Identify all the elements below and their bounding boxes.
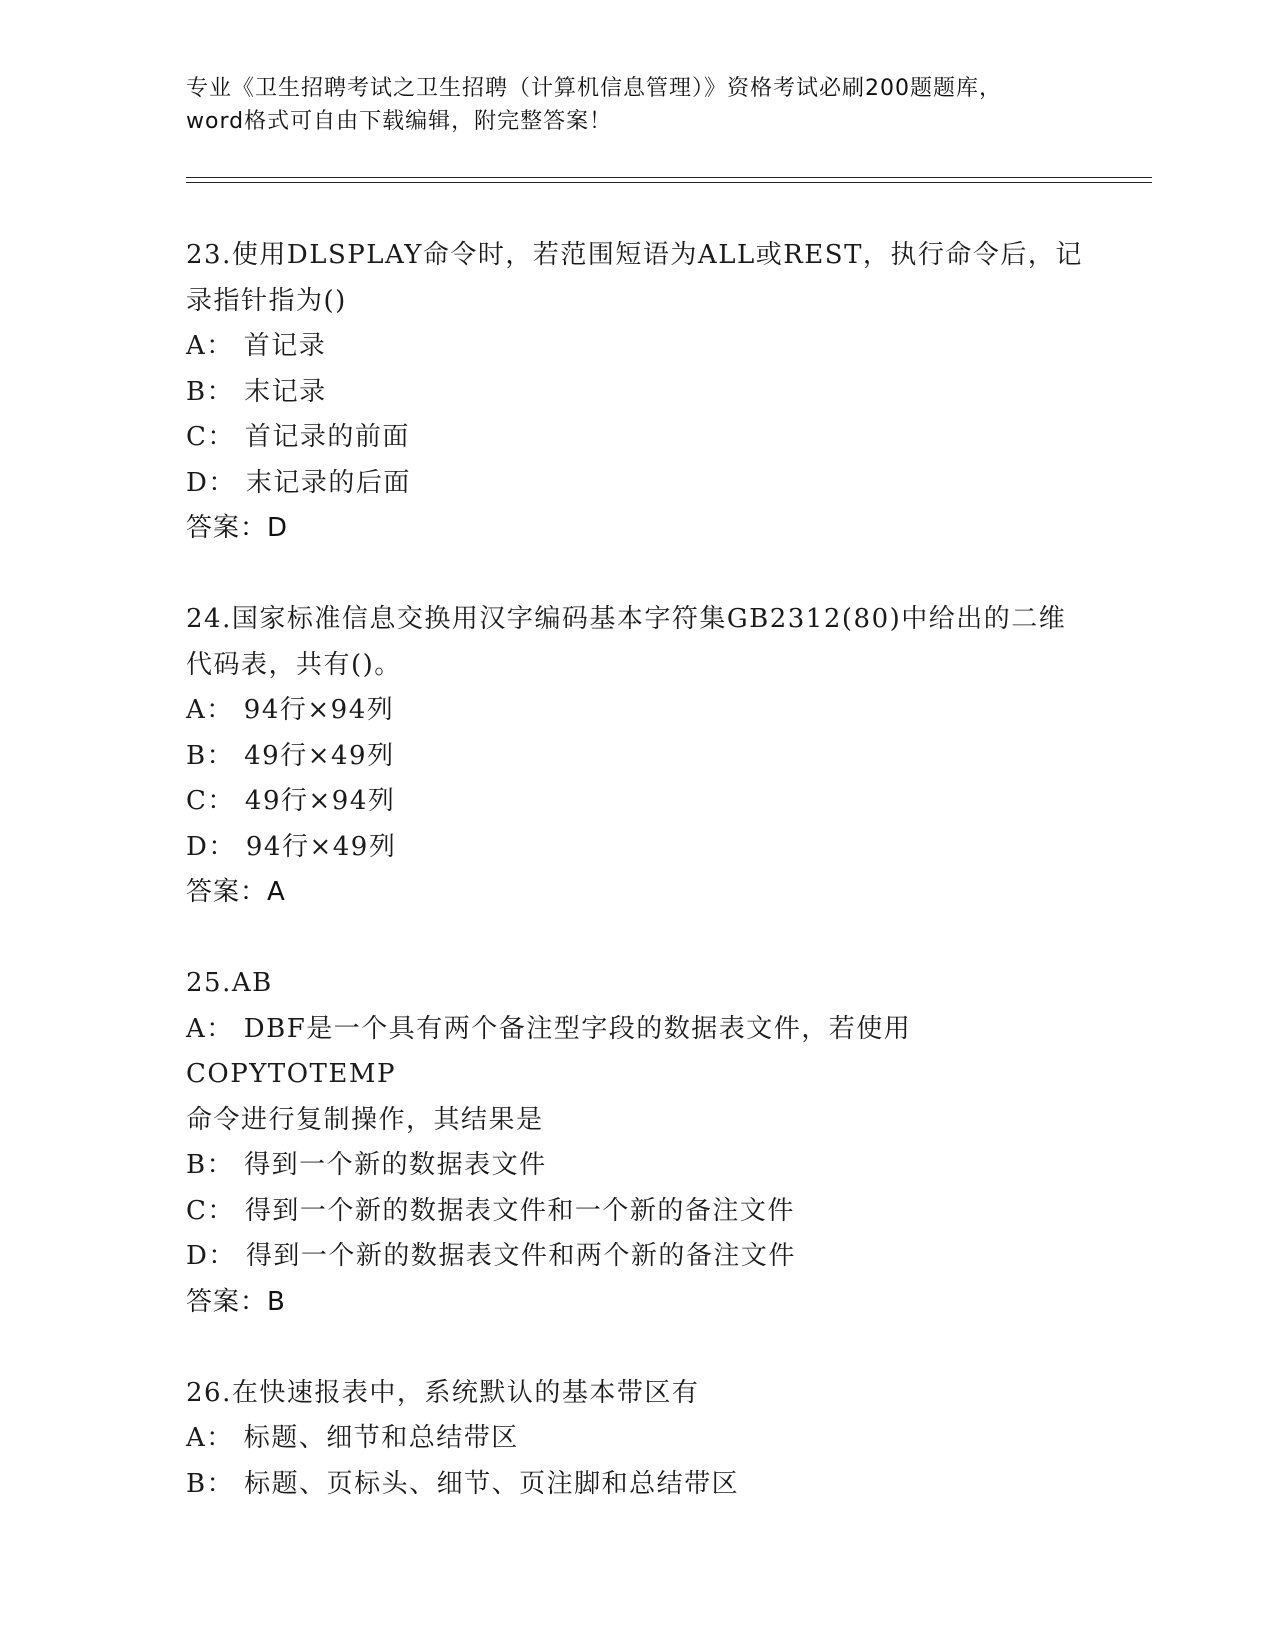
option-a	[186, 688, 1086, 734]
option-text: 得到一个新的数据表文件和两个新的备注文件	[245, 1241, 796, 1271]
header-rule-bottom	[186, 182, 1152, 183]
option-text: 标题、页标头、细节、页注脚和总结带区	[244, 1468, 740, 1499]
option-c	[186, 415, 1086, 461]
option-key: A：	[186, 1013, 234, 1044]
option-text: 首记录的前面	[244, 422, 410, 452]
option-d	[186, 825, 1086, 871]
option-text: 首记录	[243, 331, 327, 361]
option-c	[186, 779, 1086, 825]
option-text: 94行×49列	[245, 831, 397, 862]
option-a	[186, 1007, 1086, 1098]
option-key: C：	[186, 1195, 235, 1226]
option-key: B：	[186, 740, 235, 771]
question-stem-continued: 录指针指为()	[186, 285, 347, 316]
answer-line: 答案：A	[186, 877, 286, 907]
question-23	[186, 233, 1086, 552]
option-a	[186, 1416, 1086, 1462]
spacer	[186, 552, 1086, 598]
question-stem: 24.国家标准信息交换用汉字编码基本字符集GB2312(80)中给出的二维	[186, 604, 1067, 634]
option-key: D：	[186, 467, 236, 498]
header-line-2: word格式可自由下载编辑，附完整答案！	[186, 109, 613, 134]
option-text: 末记录	[244, 376, 327, 407]
option-key: B：	[186, 1150, 235, 1180]
option-d	[186, 461, 1086, 507]
option-key: C：	[186, 422, 235, 452]
option-a	[186, 324, 1086, 370]
option-text: 49行×94列	[244, 786, 396, 816]
question-25	[186, 961, 1086, 1325]
option-b	[186, 1143, 1086, 1189]
option-key: B：	[186, 1468, 235, 1499]
option-b	[186, 370, 1086, 416]
question-stem: 25.AB	[186, 968, 273, 998]
option-text: 94行×94列	[243, 695, 395, 725]
question-26	[186, 1371, 1086, 1508]
option-key: A：	[186, 331, 234, 361]
answer-line: 答案：D	[186, 513, 289, 543]
header-line-1: 专业《卫生招聘考试之卫生招聘（计算机信息管理）》资格考试必刷200题题库，	[186, 76, 1002, 101]
spacer	[186, 1325, 1086, 1371]
option-text: 末记录的后面	[245, 467, 411, 498]
option-d	[186, 1234, 1086, 1280]
option-text: 得到一个新的数据表文件和一个新的备注文件	[244, 1195, 795, 1226]
option-b	[186, 734, 1086, 780]
document-header	[186, 72, 1086, 138]
question-stem: 26.在快速报表中，系统默认的基本带区有	[186, 1377, 700, 1408]
option-key: D：	[186, 1241, 236, 1271]
option-key: A：	[186, 1423, 234, 1453]
question-stem: 23.使用DLSPLAY命令时，若范围短语为ALL或REST，执行命令后，记	[186, 240, 1083, 270]
spacer	[186, 916, 1086, 962]
option-b	[186, 1462, 1086, 1508]
header-rule-top	[186, 177, 1152, 178]
option-text: 标题、细节和总结带区	[243, 1423, 519, 1453]
question-24	[186, 597, 1086, 916]
option-key: D：	[186, 831, 236, 862]
option-c	[186, 1189, 1086, 1235]
question-list	[186, 233, 1086, 1507]
option-a-continued: 命令进行复制操作，其结果是	[186, 1104, 544, 1135]
question-stem-continued: 代码表，共有()。	[186, 649, 402, 680]
option-key: B：	[186, 376, 235, 407]
option-text: 得到一个新的数据表文件	[244, 1150, 547, 1180]
answer-line: 答案：B	[186, 1286, 286, 1317]
option-text: DBF是一个具有两个备注型字段的数据表文件，若使用COPYTOTEMP	[186, 1013, 912, 1089]
option-key: A：	[186, 695, 234, 725]
option-key: C：	[186, 786, 235, 816]
option-text: 49行×49列	[244, 740, 395, 771]
